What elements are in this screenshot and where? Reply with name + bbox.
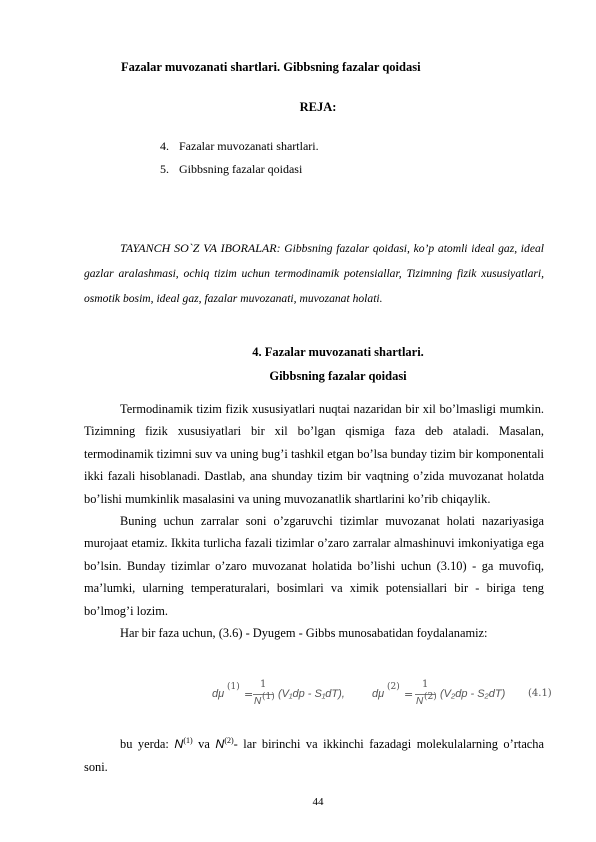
formula-right-den-sup: (2)	[424, 692, 437, 702]
document-title: Fazalar muvozanati shartlari. Gibbsning fazalar qoidasi	[121, 60, 421, 74]
closing-mid: va	[192, 737, 216, 752]
plan-item-number: 4.	[160, 139, 169, 153]
symbol-n1: N	[174, 737, 184, 752]
formula-left-sup: (1)	[227, 682, 240, 692]
closing-start: bu yerda:	[120, 737, 175, 752]
plan-item-2	[160, 162, 302, 177]
formula-right-body: (V₂dp - S₂dT)	[440, 688, 506, 700]
formula-left-num: 1	[260, 679, 267, 690]
symbol-n2-sup: (2)	[224, 736, 234, 745]
paragraph: Termodinamik tizim fizik xususiyatlari nuqtai nazaridan bir xil bo’lmasligi mumkin. Tizimning fizik xususiyatlari bir xil bo’lgan qismiga faza deb ataladi. Masalan, termodinamik tizimni suv va uning bug’i tashkil etgan bo’lsa bunday tizim bir komponentali ikki fazali hisoblanadi. Dastlab, ana shunday tizim bir vaqtning o’zida muvozanat holatda bo’lishi mumkinlik masalasini va uning muvozanatlik shartlarini ko’rib chiqaylik.	[84, 402, 544, 506]
paragraph: Buning uchun zarralar soni o’zgaruvchi tizimlar muvozanat holati nazariyasiga murojaat etamiz. Ikkita turlicha fazali tizimlar o’zaro zarralar almashinuvi imkoniyatiga ega bo’lsin. Bunday tizimlar o’zaro muvozanat holatida bo’lishi uchun (3.10) - ga muvofiq, ma’lumki, ularning temperaturalari, bosimlari va ximik potensiallari bir - biriga teng bo’lmog’i lozim.	[84, 514, 544, 618]
section-subheading: Gibbsning fazalar qoidasi	[269, 369, 407, 383]
paragraph: Har bir faza uchun, (3.6) - Dyugem - Gibbs munosabatidan foydalanamiz:	[120, 626, 488, 641]
formula-right-eq: =	[404, 688, 414, 701]
plan-heading: REJA:	[299, 100, 337, 114]
closing-end: - lar birinchi va ikkinchi fazadagi molekulalarning o’rtacha soni.	[84, 737, 545, 774]
symbol-n2: N	[215, 737, 225, 752]
formula-left-den: N	[254, 696, 262, 707]
formula-right-den: N	[416, 696, 424, 707]
plan-item-number: 5.	[160, 162, 169, 176]
formula-label: (4.1)	[528, 688, 552, 699]
formula-4-1	[212, 672, 552, 712]
keywords-block	[84, 236, 544, 311]
symbol-n1-sup: (1)	[183, 736, 193, 745]
plan-item-text: Gibbsning fazalar qoidasi	[179, 162, 303, 176]
keywords-text: Gibbsning fazalar qoidasi, ko’p atomli ideal gaz, ideal gazlar aralashmasi, ochiq tizim uchun termodinamik potensiallar, Tizimning fizik xususiyatlari, osmotik bosim, ideal gaz, fazalar muvozanati, muvozanat holati.	[84, 242, 544, 305]
plan-item-text: Fazalar muvozanati shartlari.	[179, 139, 319, 153]
formula-left-body: (V₁dp - S₁dT),	[278, 688, 345, 700]
formula-right-lhs: dμ	[372, 688, 385, 700]
page-number: 44	[312, 796, 324, 808]
formula-left-den-sup: (1)	[262, 692, 275, 702]
keywords-lead: TAYANCH SO`Z VA IBORALAR:	[120, 241, 281, 255]
formula-left-eq: =	[244, 688, 254, 701]
formula-right-sup: (2)	[387, 682, 400, 692]
closing-paragraph	[84, 730, 544, 778]
section-heading: 4. Fazalar muvozanati shartlari.	[252, 345, 424, 359]
plan-item-1	[160, 139, 319, 154]
body-text	[84, 398, 544, 644]
formula-left-lhs: dμ	[212, 688, 225, 700]
formula-right-num: 1	[422, 679, 429, 690]
